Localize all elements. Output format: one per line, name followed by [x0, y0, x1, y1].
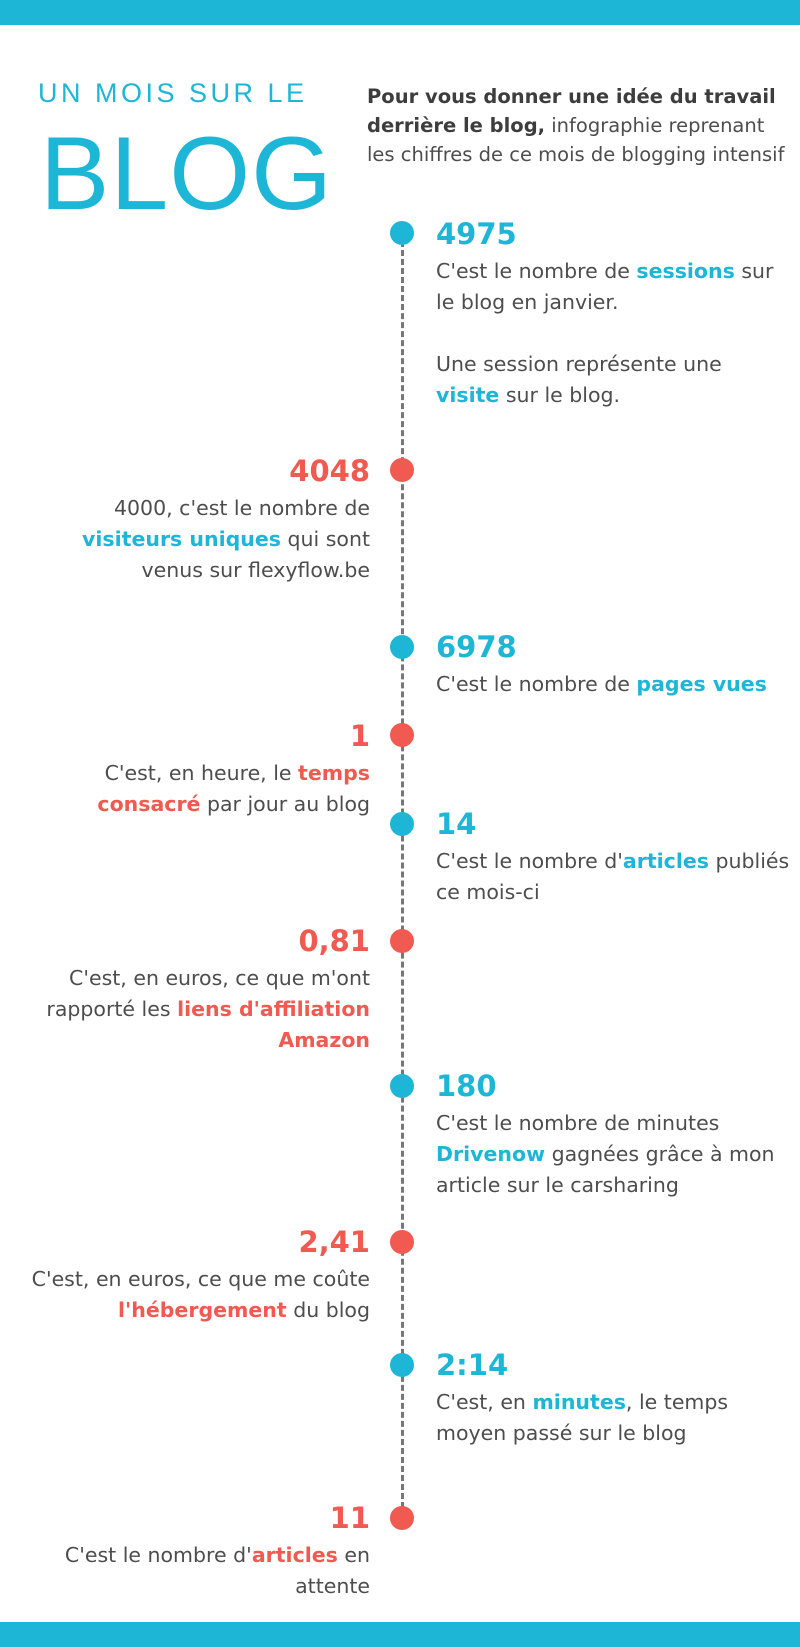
stat-value: 1: [349, 719, 370, 753]
desc-highlight: temps consacré: [97, 761, 370, 816]
desc-text: C'est le nombre de: [436, 672, 637, 696]
stat-value: 0,81: [298, 924, 370, 958]
desc-highlight: pages vues: [636, 672, 767, 696]
desc-text: qui sont venus sur flexyflow.be: [141, 527, 370, 582]
desc-text: C'est, en: [436, 1390, 533, 1414]
timeline-dot-articles: [390, 812, 414, 836]
desc-highlight: l'hébergement: [117, 1298, 287, 1322]
desc-highlight: liens d'affiliation Amazon: [177, 997, 370, 1052]
stat-description: [20, 1264, 370, 1326]
desc-text: , le temps moyen passé sur le blog: [436, 1390, 729, 1445]
stat-value: 4975: [436, 217, 517, 251]
stat-affiliation-revenue: [20, 923, 370, 1056]
desc-text: C'est le nombre d': [436, 849, 623, 873]
desc-text: sur le blog.: [499, 383, 621, 407]
stat-description: [20, 963, 370, 1056]
stat-value: 2:14: [436, 1348, 509, 1382]
desc-text: sur le blog en janvier.: [436, 259, 774, 314]
stat-description: [436, 1387, 791, 1449]
stat-description: [436, 846, 791, 908]
timeline-dot-time: [390, 723, 414, 747]
stat-articles-published: [436, 806, 791, 908]
bottom-accent-bar: [0, 1622, 800, 1647]
desc-text: en attente: [295, 1543, 370, 1598]
desc-text: gagnées grâce à mon article sur le carsharing: [436, 1142, 775, 1197]
top-accent-bar: [0, 0, 800, 25]
desc-highlight: Drivenow: [436, 1142, 546, 1166]
intro-bold: Pour vous donner une idée du travail derrière le blog,: [367, 85, 776, 137]
desc-text: publiés ce mois-ci: [436, 849, 790, 904]
desc-highlight: minutes: [532, 1390, 626, 1414]
stat-drivenow-minutes: [436, 1068, 791, 1201]
desc-text: C'est le nombre de minutes: [436, 1111, 720, 1135]
stat-description: [436, 256, 791, 411]
desc-highlight: articles: [251, 1543, 338, 1567]
stat-value: 6978: [436, 630, 517, 664]
desc-text: C'est, en euros, ce que me coûte: [31, 1267, 370, 1291]
stat-hosting-cost: [20, 1224, 370, 1326]
desc-highlight: articles: [622, 849, 709, 873]
stat-unique-visitors: [20, 453, 370, 586]
timeline-dot-pageviews: [390, 635, 414, 659]
timeline-dot-hosting: [390, 1230, 414, 1254]
stat-value: 11: [329, 1501, 370, 1535]
desc-text: par jour au blog: [200, 792, 370, 816]
stat-sessions: [436, 216, 791, 411]
stat-value: 180: [436, 1069, 497, 1103]
stat-page-views: [436, 629, 791, 700]
intro-rest: infographie reprenant les chiffres de ce mois de blogging intensif: [367, 114, 785, 166]
timeline-dot-pending: [390, 1506, 414, 1530]
timeline-dot-sessions: [390, 221, 414, 245]
stat-description: [20, 493, 370, 586]
desc-text: C'est, en euros, ce que m'ont rapporté les: [46, 966, 370, 1021]
stat-pending-articles: [20, 1500, 370, 1602]
desc-text: C'est le nombre de: [436, 259, 637, 283]
desc-highlight: visiteurs uniques: [82, 527, 281, 551]
desc-highlight: visite: [436, 383, 500, 407]
stat-value: 2,41: [298, 1225, 370, 1259]
stat-description: [20, 1540, 370, 1602]
timeline-dot-avg-time: [390, 1353, 414, 1377]
timeline-dot-drivenow: [390, 1074, 414, 1098]
stat-value: 14: [436, 807, 477, 841]
desc-text: Une session représente une: [436, 352, 722, 376]
header-kicker: UN MOIS SUR LE: [38, 78, 308, 108]
timeline-dot-affiliation: [390, 929, 414, 953]
desc-text: C'est le nombre d': [64, 1543, 252, 1567]
stat-description: [436, 1108, 791, 1201]
desc-text: 4000, c'est le nombre de: [113, 496, 370, 520]
stat-description: [436, 669, 791, 700]
desc-highlight: sessions: [636, 259, 735, 283]
desc-text: du blog: [286, 1298, 370, 1322]
stat-time-spent: [20, 718, 370, 820]
stat-description: [20, 758, 370, 820]
timeline-line: [401, 232, 404, 1517]
stat-avg-time: [436, 1347, 791, 1449]
page-title: BLOG: [40, 116, 333, 232]
stat-value: 4048: [289, 454, 370, 488]
intro-text: [367, 82, 787, 169]
desc-text: C'est, en heure, le: [104, 761, 299, 785]
timeline-dot-visitors: [390, 458, 414, 482]
